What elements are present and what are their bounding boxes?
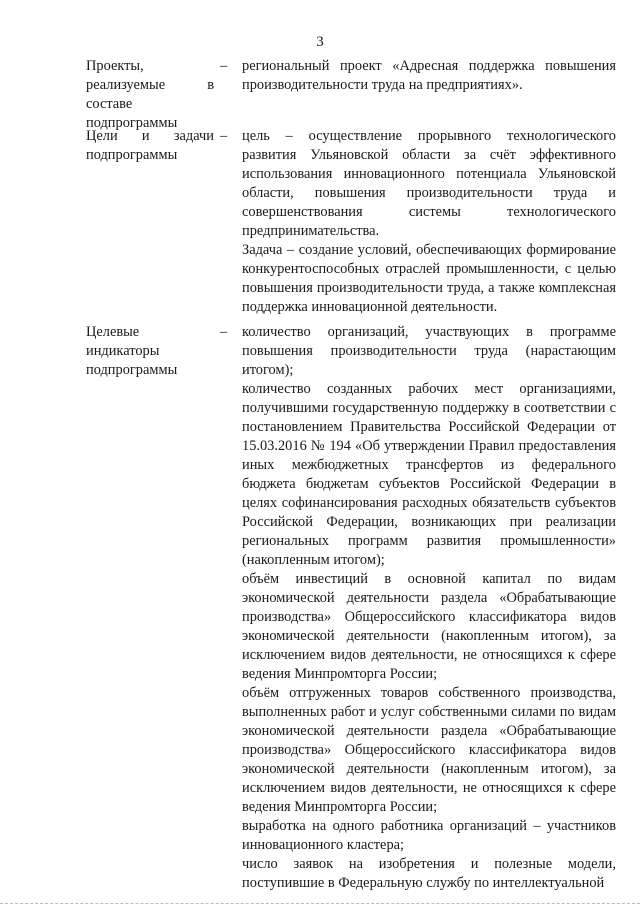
content-paragraph: выработка на одного работника организаций – участников инновационного кластера; — [242, 818, 616, 853]
row-label: Целевые индикаторы подпрограммы — [86, 324, 178, 378]
content-paragraph: объём отгруженных товаров собственного производства, выполненных работ и услуг собственными силами по видам экономической деятельности раздела «Обрабатывающие производства» Общероссийского классификатора видов экономической деятельности (накопленным итогом), за исключением видов деятельности, не относящихся к сфере ведения Минпромторга России; — [242, 685, 616, 815]
row-label: Цели и задачи подпрограммы — [86, 128, 214, 163]
row-content — [242, 323, 616, 893]
content-paragraph: Задача – создание условий, обеспечивающих формирование конкурентоспособных отраслей промышленности, с целью повышения производительности труда, а также комплексная поддержка инновационной деятельности. — [242, 242, 616, 315]
row-label: Проекты, реализуемые в составе подпрограммы — [86, 58, 214, 131]
content-paragraph: количество организаций, участвующих в программе повышения производительности труда (нарастающим итогом); — [242, 324, 616, 378]
row-dash: – — [220, 324, 228, 340]
content-paragraph: региональный проект «Адресная поддержка повышения производительности труда на предприятиях». — [242, 58, 616, 93]
content-paragraph: количество созданных рабочих мест организациями, получившими государственную поддержку в соответствии с постановлением Правительства Российской Федерации от 15.03.2016 № 194 «Об утверждении Правил предоставления иных межбюджетных трансфертов из федерального бюджета бюджетам субъектов Российской Федерации в целях софинансирования расходных обязательств субъектов Российской Федерации, возникающих при реализации региональных программ развития промышленности» (накопленным итогом); — [242, 381, 616, 568]
row-dash: – — [220, 58, 228, 74]
page-number: 3 — [316, 34, 324, 50]
row-dash: – — [220, 128, 228, 144]
content-paragraph: цель – осуществление прорывного технологического развития Ульяновской области за счёт эффективного использования инновационного потенциала Ульяновской области, повышения производительности труда и совершенствования системы технологического предпринимательства. — [242, 128, 616, 239]
row-content — [242, 57, 616, 95]
content-paragraph: число заявок на изобретения и полезные модели, поступившие в Федеральную службу по интеллектуальной — [242, 856, 616, 891]
content-paragraph: объём инвестиций в основной капитал по видам экономической деятельности раздела «Обрабатывающие производства» Общероссийского классификатора видов экономической деятельности (накопленным итогом), за исключением видов деятельности, не относящихся к сфере ведения Минпромторга России; — [242, 571, 616, 682]
row-content — [242, 127, 616, 317]
